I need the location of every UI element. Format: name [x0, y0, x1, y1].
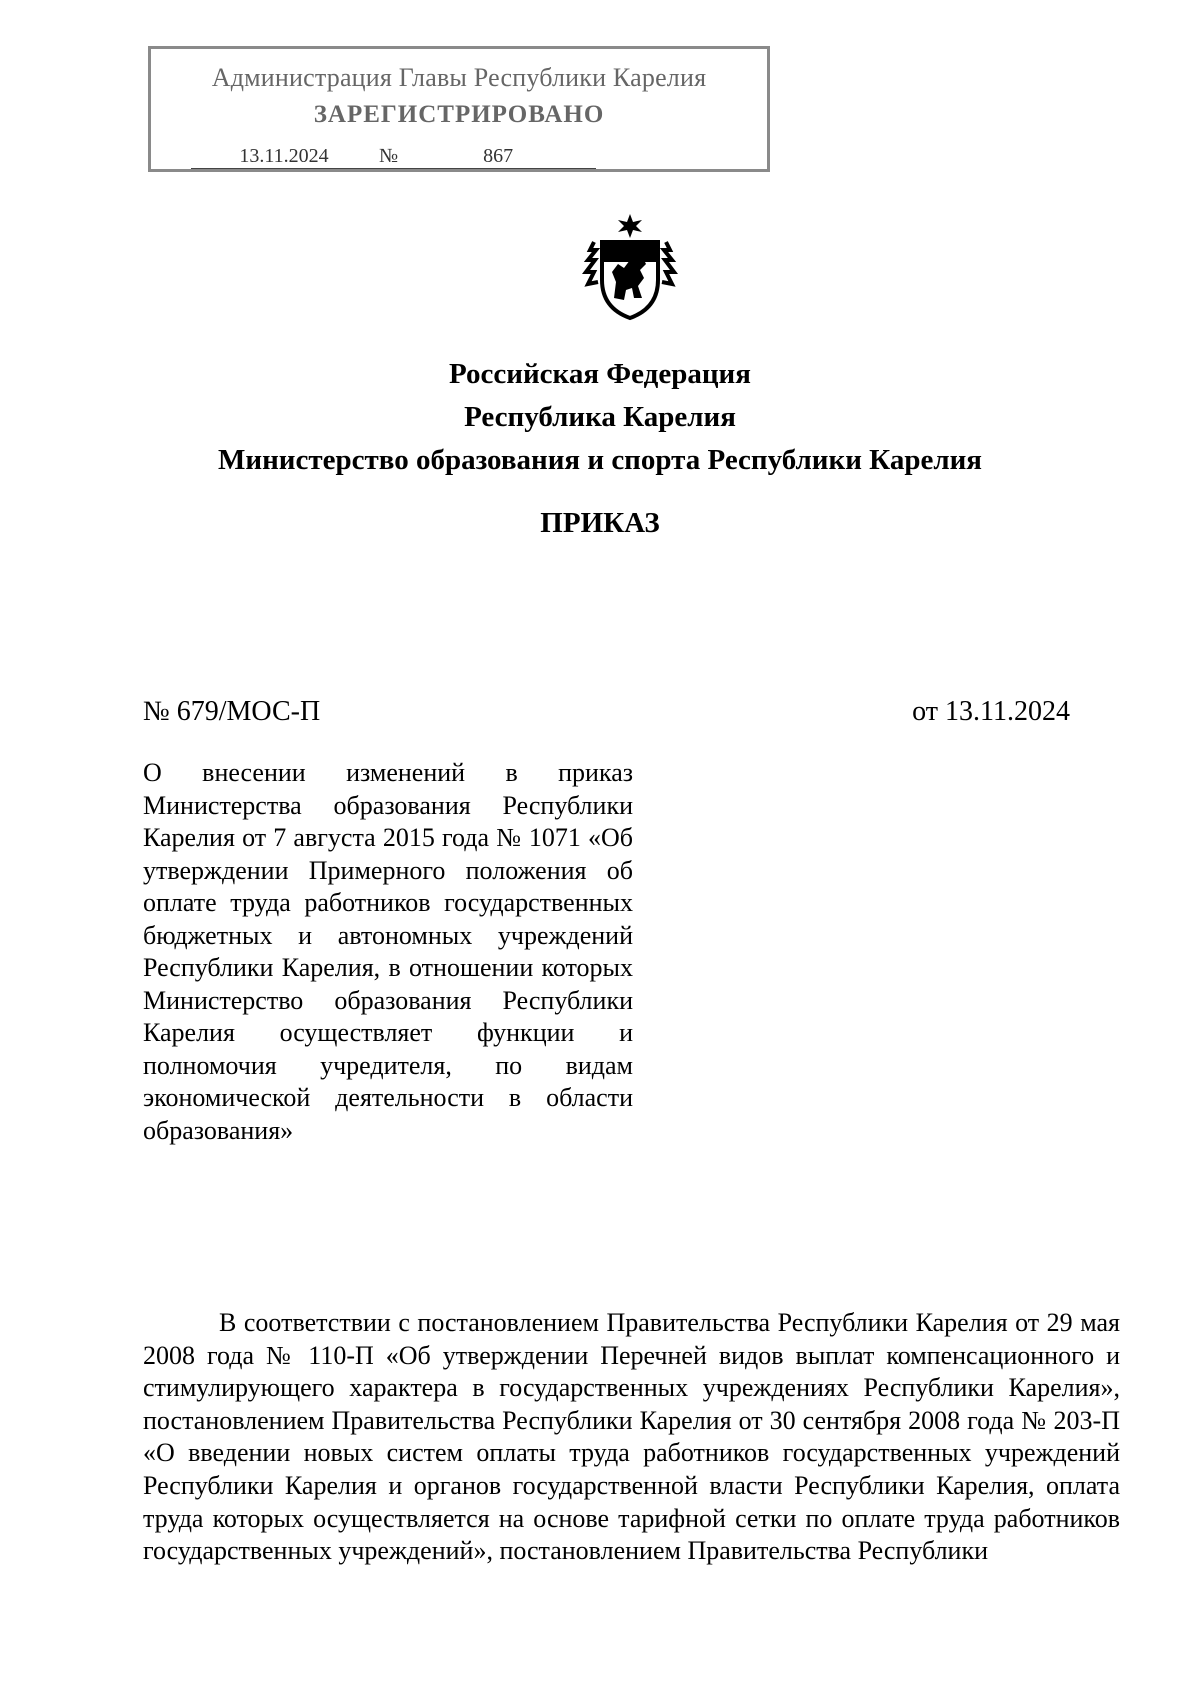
stamp-number: 867 — [400, 145, 596, 169]
body-paragraph: В соответствии с постановлением Правительства Республики Карелия от 29 мая 2008 года № 110-П «Об утверждении Перечней видов выплат компенсационного и стимулирующего характера в государственных учреждениях Республики Карелия», постановлением Правительства Республики Карелия от 30 сентября 2008 года № 203-П «О введении новых систем оплаты труда работников государственных учреждений Республики Карелия и органов государственной власти Республики Карелия, оплата труда которых осуществляется на основе тарифной сетки по оплате труда работников государственных учреждений», постановлением Правительства Республики — [143, 1308, 1120, 1566]
stamp-organization: Администрация Главы Республики Карелия — [211, 63, 707, 92]
registration-stamp — [148, 46, 770, 172]
stamp-number-sign: № — [379, 145, 399, 167]
stamp-registration-line — [191, 145, 596, 169]
karelia-coat-of-arms-icon — [580, 212, 680, 324]
order-subject-last-line: образования» — [143, 1115, 294, 1145]
order-number: № 679/МОС-П — [143, 696, 321, 727]
stamp-status: ЗАРЕГИСТРИРОВАНО — [313, 101, 605, 128]
header-republic: Республика Карелия — [464, 401, 736, 433]
header-country: Российская Федерация — [449, 358, 751, 390]
order-subject — [143, 757, 633, 1147]
header-ministry: Министерство образования и спорта Республики Карелия — [218, 444, 982, 476]
order-date: от 13.11.2024 — [912, 696, 1070, 727]
stamp-date: 13.11.2024 — [191, 145, 377, 169]
order-subject-main: О внесении изменений в приказ Министерства образования Республики Карелия от 7 августа 2015 года № 1071 «Об утверждении Примерного положения об оплате труда работников государственных бюджетных и автономных учреждений Республики Карелия, в отношении которых Министерство образования Республики Карелия осуществляет функции и полномочия учредителя, по видам экономической деятельности в области — [143, 758, 633, 1112]
document-type: ПРИКАЗ — [540, 507, 660, 539]
